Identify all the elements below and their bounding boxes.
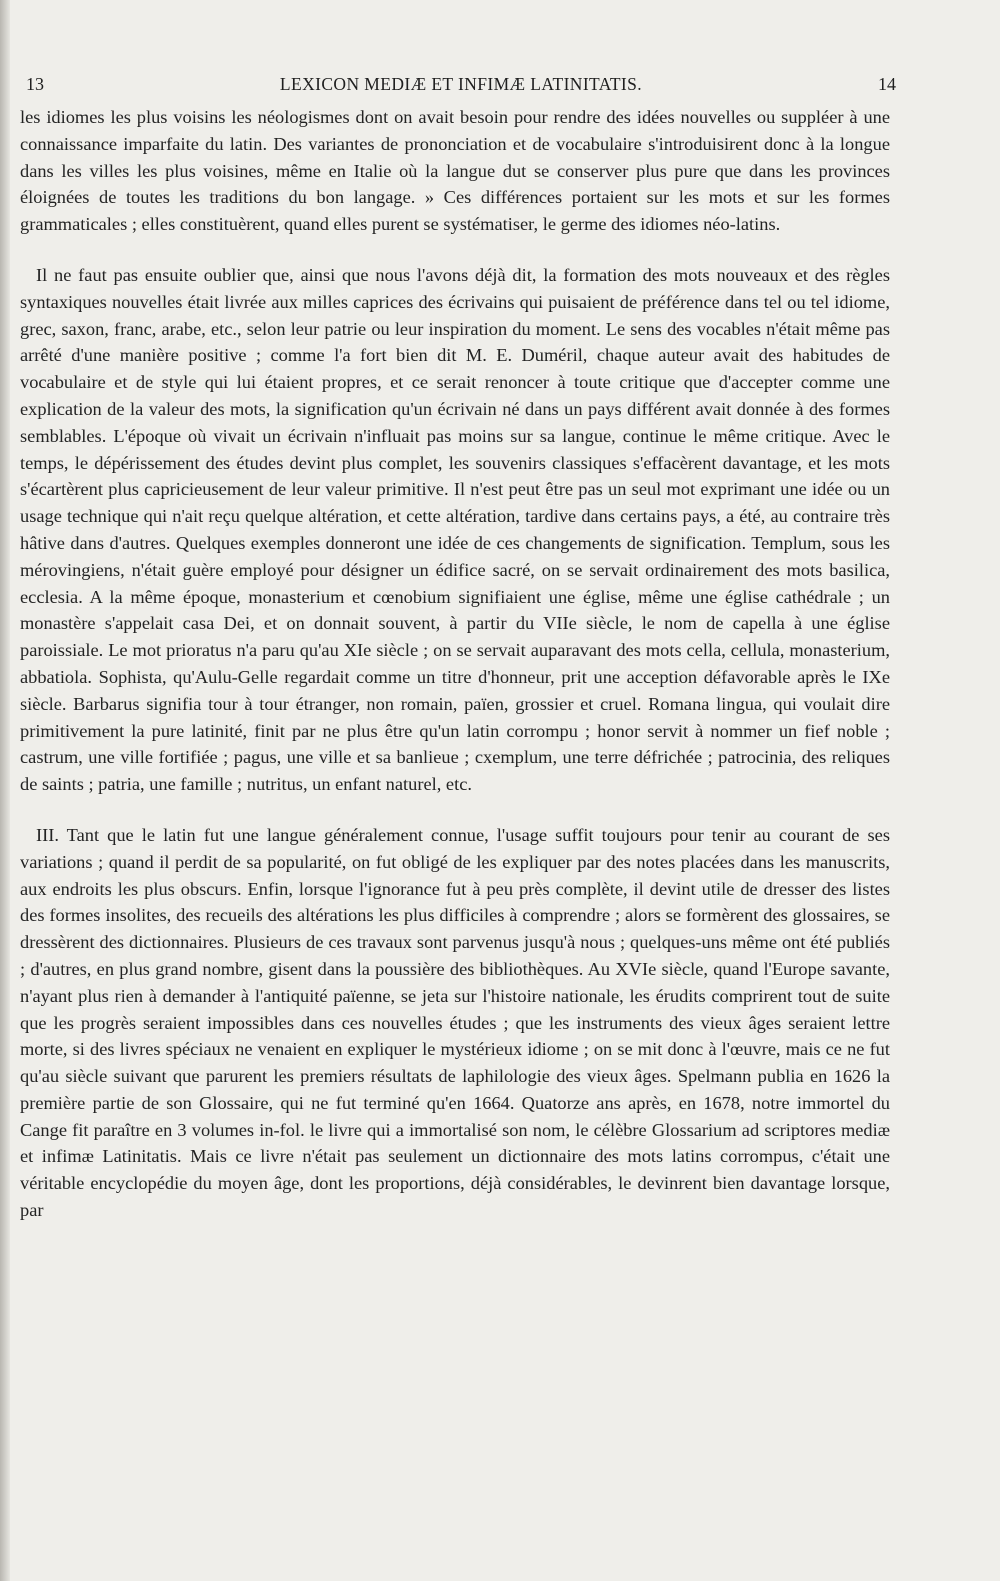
running-header — [26, 74, 896, 98]
page-number-right: 14 — [878, 74, 896, 94]
page-edge-shadow — [0, 0, 10, 1581]
paragraph-formation-des-mots: Il ne faut pas ensuite oublier que, ainsi que nous l'avons déjà dit, la formation des mots nouveaux et des règles syntaxiques nouvelles était livrée aux milles caprices des écrivains qui puisaient de préférence dans tel ou tel idiome, grec, saxon, franc, arabe, etc., selon leur patrie ou leur inspiration du moment. Le sens des vocables n'était même pas arrêté d'une manière positive ; comme l'a fort bien dit M. E. Duméril, chaque auteur avait des habitudes de vocabulaire et de style qui lui étaient propres, et ce serait renoncer à toute critique que d'accepter comme une explication de la valeur des mots, la signification qu'un écrivain né dans un pays différent avait donnée à des formes semblables. L'époque où vivait un écrivain n'influait pas moins sur sa langue, continue le même critique. Avec le temps, le dépérissement des études devint plus complet, les souvenirs classiques s'effacèrent davantage, et les mots s'écartèrent plus capricieusement de leur valeur primitive. Il n'est peut être pas un seul mot exprimant une idée ou un usage technique qui n'ait reçu quelque altération, et cette altération, tardive dans certains pays, a été, au contraire très hâtive dans d'autres. Quelques exemples donneront une idée de ces changements de signification. Templum, sous les mérovingiens, n'était guère employé pour désigner un édifice sacré, on se servait ordinairement des mots basilica, ecclesia. A la même époque, monasterium et cœnobium signifiaient une église, même une église cathédrale ; un monastère s'appelait casa Dei, et on donnait souvent, à partir du VIIe siècle, le nom de capella à une église paroissiale. Le mot prioratus n'a paru qu'au XIe siècle ; on se servait auparavant des mots cella, cellula, monasterium, abbatiola. Sophista, qu'Aulu-Gelle regardait comme un titre d'honneur, prit une acception défavorable après le IXe siècle. Barbarus signifia tour à tour étranger, non romain, païen, grossier et cruel. Romana lingua, qui voulait dire primitivement la pure latinité, finit par ne plus être qu'un latin corrompu ; honor servit à nommer un fief noble ; castrum, une ville fortifiée ; pagus, une ville et sa banlieue ; cxemplum, une terre défrichée ; patrocinia, des reliques de saints ; patria, une famille ; nutritus, un enfant naturel, etc. — [20, 264, 890, 795]
body-text — [20, 104, 890, 1224]
running-title: LEXICON MEDIÆ ET INFIMÆ LATINITATIS. — [279, 74, 643, 94]
page-number-left: 13 — [26, 74, 44, 94]
paragraph-section-iii: III. Tant que le latin fut une langue généralement connue, l'usage suffit toujours pour tenir au courant de ses variations ; quand il perdit de sa popularité, on fut obligé de les expliquer par des notes placées dans les manuscrits, aux endroits les plus obscurs. Enfin, lorsque l'ignorance fut à peu près complète, il devint utile de dresser des listes des formes insolites, des recueils des altérations les plus difficiles à comprendre ; alors se formèrent des glossaires, se dressèrent des dictionnaires. Plusieurs de ces travaux sont parvenus jusqu'à nous ; quelques-uns même ont été publiés ; d'autres, en plus grand nombre, gisent dans la poussière des bibliothèques. Au XVIe siècle, quand l'Europe savante, n'ayant plus rien à demander à l'antiquité païenne, se jeta sur l'histoire nationale, les érudits comprirent tout de suite que les progrès seraient impossibles dans ces nouvelles études ; que les instruments des vieux âges seraient lettre morte, si des livres spéciaux ne venaient en expliquer le mystérieux idiome ; on se mit donc à l'œuvre, mais ce ne fut qu'au siècle suivant que parurent les premiers résultats de laphilologie des vieux âges. Spelmann publia en 1626 la première partie de son Glossaire, qui ne fut terminé qu'en 1664. Quatorze ans après, en 1678, notre immortel du Cange fit paraître en 3 volumes in-fol. le livre qui a immortalisé son nom, le célèbre Glossarium ad scriptores mediæ et infimæ Latinitatis. Mais ce livre n'était pas seulement un dictionnaire des mots latins corrompus, c'était une véritable encyclopédie du moyen âge, dont les proportions, déjà considérables, le devinrent bien davantage lorsque, par — [20, 824, 890, 1221]
paragraph-continued: les idiomes les plus voisins les néologismes dont on avait besoin pour rendre des idées nouvelles ou suppléer à une connaissance imparfaite du latin. Des variantes de prononciation et de vocabulaire s'introduisirent donc à la longue dans les villes les plus voisines, même en Italie où la langue dut se conserver plus pure que dans les provinces éloignées de toutes les traditions du bon langage. » Ces différences portaient sur les mots et sur les formes grammaticales ; elles constituèrent, quand elles purent se systématiser, le germe des idiomes néo-latins. — [20, 107, 890, 235]
